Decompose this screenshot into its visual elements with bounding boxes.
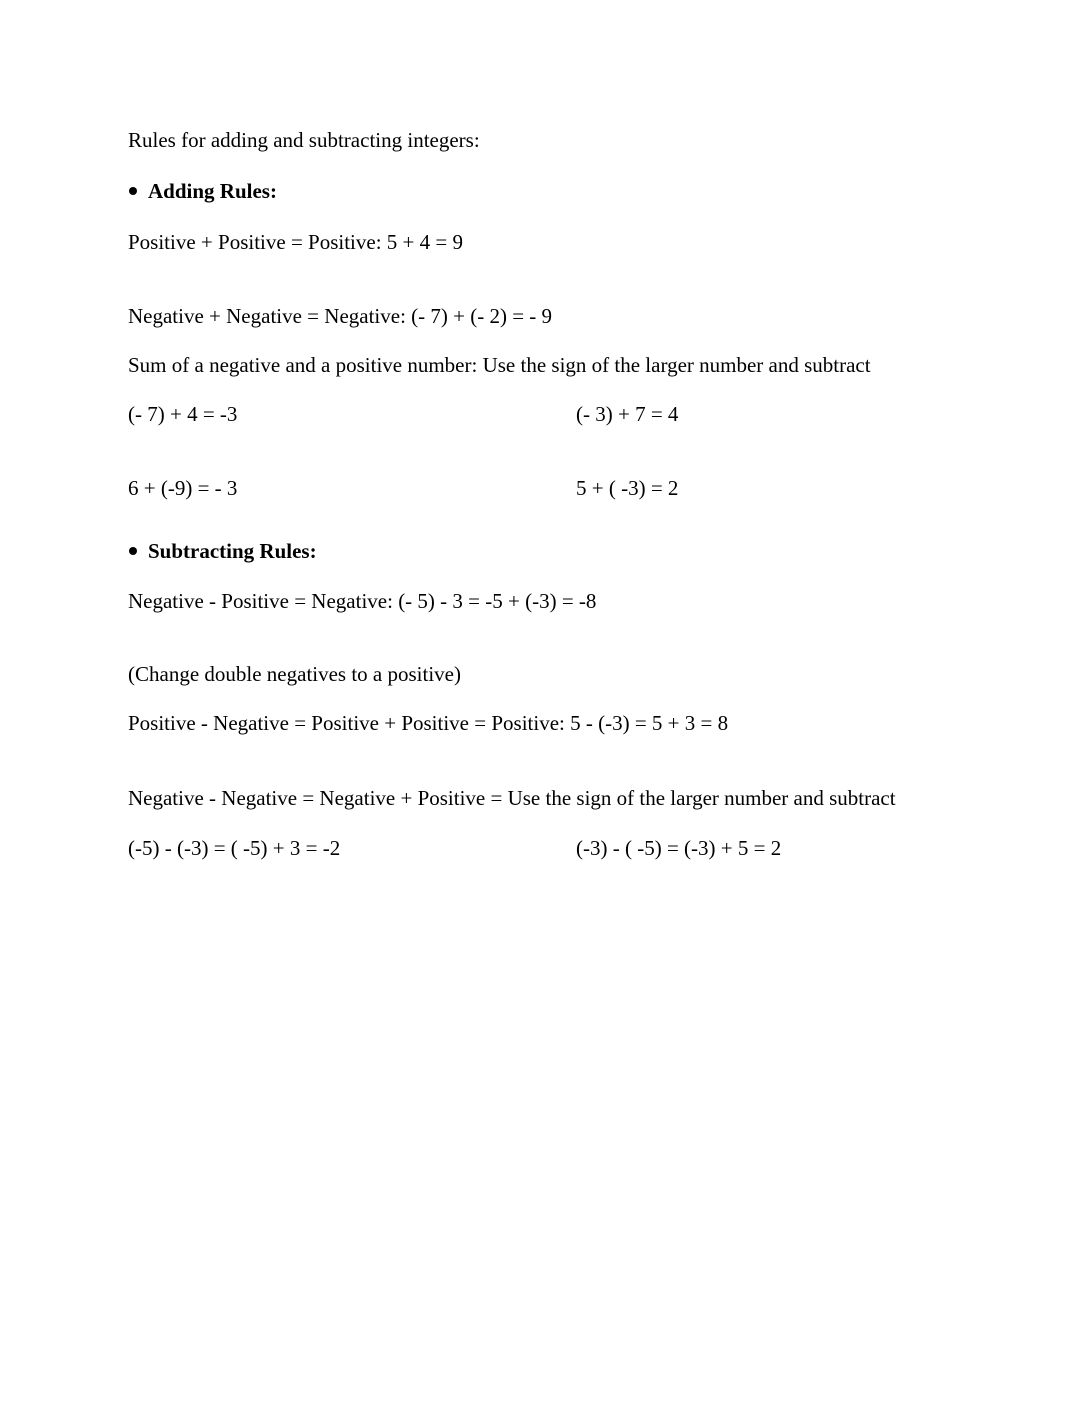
rule-positive-plus-positive: Positive + Positive = Positive: 5 + 4 = 9 bbox=[128, 230, 463, 254]
subtracting-rules-heading-row bbox=[128, 538, 317, 564]
intro-text: Rules for adding and subtracting integers: bbox=[128, 128, 480, 152]
rule-negative-plus-negative: Negative + Negative = Negative: (- 7) + (- 2) = - 9 bbox=[128, 304, 553, 328]
rule-negative-plus-positive: Sum of a negative and a positive number: Use the sign of the larger number and subtract bbox=[128, 353, 871, 377]
rule-positive-minus-negative: Positive - Negative = Positive + Positive = Positive: 5 - (-3) = 5 + 3 = 8 bbox=[128, 711, 729, 735]
bullet-icon bbox=[129, 547, 137, 555]
double-negative-note: (Change double negatives to a positive) bbox=[128, 662, 461, 686]
bullet-icon bbox=[129, 187, 137, 195]
adding-example-3: 6 + (-9) = - 3 bbox=[128, 476, 238, 500]
adding-rules-heading: Adding Rules: bbox=[148, 179, 277, 203]
adding-example-4: 5 + ( -3) = 2 bbox=[576, 476, 679, 500]
adding-example-2: (- 3) + 7 = 4 bbox=[576, 402, 679, 426]
adding-rules-heading-row bbox=[128, 178, 277, 204]
subtracting-rules-heading: Subtracting Rules: bbox=[148, 539, 317, 563]
rule-negative-minus-negative: Negative - Negative = Negative + Positive = Use the sign of the larger number and subtract bbox=[128, 786, 896, 810]
rule-negative-minus-positive: Negative - Positive = Negative: (- 5) - 3 = -5 + (-3) = -8 bbox=[128, 589, 597, 613]
subtracting-example-2: (-3) - ( -5) = (-3) + 5 = 2 bbox=[576, 836, 782, 860]
adding-example-1: (- 7) + 4 = -3 bbox=[128, 402, 238, 426]
subtracting-example-1: (-5) - (-3) = ( -5) + 3 = -2 bbox=[128, 836, 341, 860]
